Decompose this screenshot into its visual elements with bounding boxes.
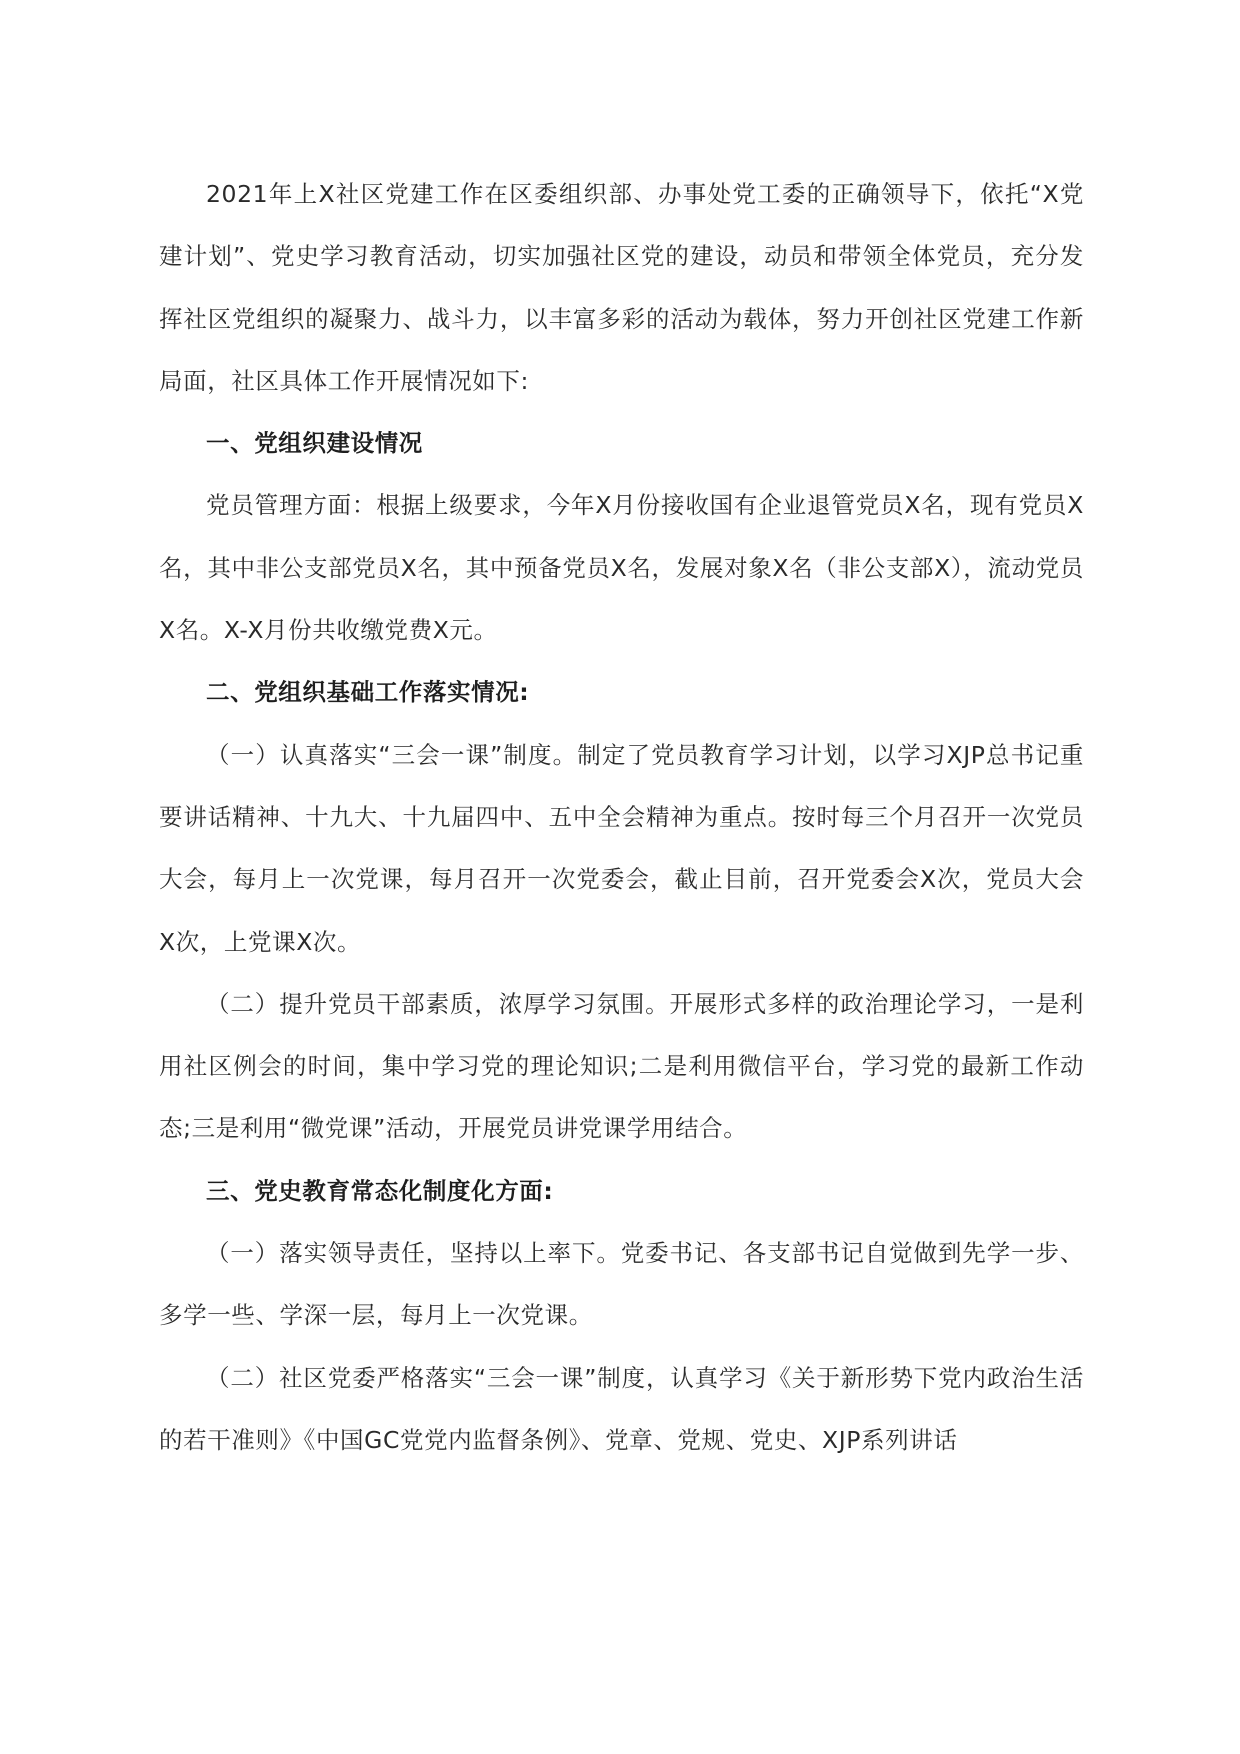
section-heading-1: 一、党组织建设情况 <box>206 429 423 458</box>
intro-paragraph: 2021年上X社区党建工作在区委组织部、办事处党工委的正确领导下，依托“X党建计划”、党史学习教育活动，切实加强社区党的建设，动员和带领全体党员，充分发挥社区党组织的凝聚力、战斗力，以丰富多彩的活动为载体，努力开创社区党建工作新局面，社区具体工作开展情况如下: <box>159 180 1084 395</box>
section-2-item-1: （一）认真落实“三会一课”制度。制定了党员教育学习计划，以学习XJP总书记重要讲话精神、十九大、十九届四中、五中全会精神为重点。按时每三个月召开一次党员大会，每月上一次党课，每月召开一次党委会，截止目前，召开党委会X次，党员大会X次，上党课X次。 <box>159 740 1084 956</box>
section-3-item-1: （一）落实领导责任，坚持以上率下。党委书记、各支部书记自觉做到先学一步、多学一些、学深一层，每月上一次党课。 <box>159 1239 1084 1330</box>
section-3-item-2: （二）社区党委严格落实“三会一课”制度，认真学习《关于新形势下党内政治生活的若干准则》《中国GC党党内监督条例》、党章、党规、党史、XJP系列讲话 <box>159 1363 1084 1454</box>
document-page <box>159 163 1084 1471</box>
section-heading-3: 三、党史教育常态化制度化方面: <box>206 1176 554 1205</box>
member-management-paragraph: 党员管理方面：根据上级要求，今年X月份接收国有企业退管党员X名，现有党员X名，其中非公支部党员X名，其中预备党员X名，发展对象X名（非公支部X），流动党员X名。X-X月份共收缴党费X元。 <box>159 491 1084 645</box>
section-heading-2: 二、党组织基础工作落实情况: <box>206 678 530 707</box>
section-2-item-2: （二）提升党员干部素质，浓厚学习氛围。开展形式多样的政治理论学习，一是利用社区例会的时间，集中学习党的理论知识;二是利用微信平台，学习党的最新工作动态;三是利用“微党课”活动，开展党员讲党课学用结合。 <box>159 989 1084 1143</box>
